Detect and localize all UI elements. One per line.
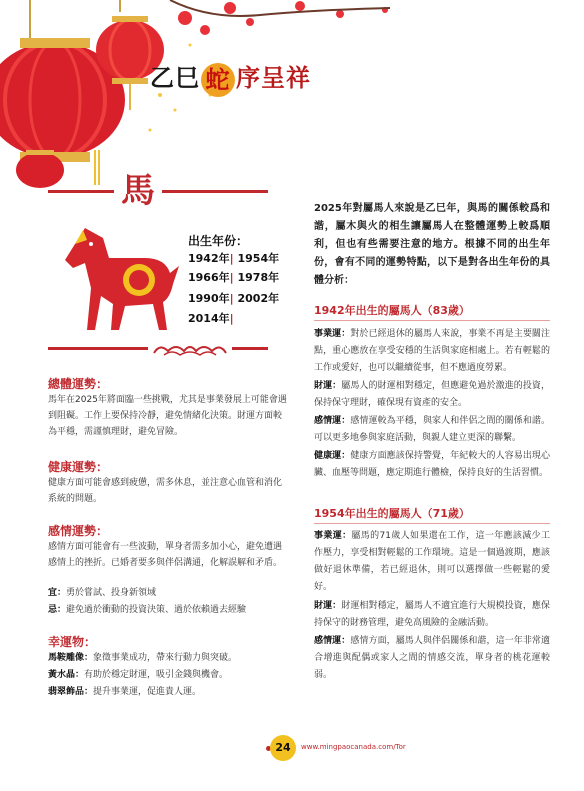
ji-line (48, 602, 288, 618)
para-text: 財運相對穩定，屬馬人不適宜進行大規模投資，應保持保守的財務管理，避免高風險的金融活動。 (314, 601, 550, 628)
section-heading-1954: 1954年出生的屬馬人（71歲） (314, 507, 470, 520)
year-separator: | (229, 271, 234, 284)
year-separator: | (229, 312, 234, 325)
title-part2: 序呈祥 (236, 63, 311, 92)
year-separator: | (229, 292, 234, 305)
section-1942-paragraph (314, 413, 550, 447)
love-text: 感情方面可能會有一些波動，單身者需多加小心，避免遭遇感情上的挫折。已婚者要多與伴侶溝通，化解誤解和矛盾。 (48, 542, 283, 568)
snake-badge: 蛇 (201, 63, 235, 97)
birth-years-row (188, 250, 279, 266)
ji-label: 忌： (48, 605, 67, 615)
intro-paragraph: 2025年對屬馬人來說是乙巳年，與馬的關係較爲和諧，屬木與火的相生讓屬馬人在整體運勢上較爲順利，但也有些需要注意的地方。根據不同的出生年份，會有不同的運勢特點，以下是對各出生年份的具體分析： (314, 203, 550, 286)
para-label: 財運： (314, 601, 342, 611)
health-heading: 健康運勢： (48, 460, 109, 474)
title-part1: 乙巳 (150, 63, 200, 92)
bottom-divider (48, 347, 148, 350)
para-text: 感情方面，屬馬人與伴侶關係和諧，這一年非常適合增進與配偶或家人之間的情感交流，單身者的桃花運較弱。 (314, 636, 550, 680)
section-1942-paragraph (314, 448, 550, 482)
page-number: 24 (270, 735, 296, 761)
para-label: 事業運： (314, 531, 352, 541)
lucky-item-text: 提升事業運，促進貴人運。 (93, 687, 202, 697)
top-divider (48, 190, 114, 193)
para-label: 感情運： (314, 636, 351, 646)
birth-years-row (188, 290, 279, 306)
lucky-item (48, 667, 288, 683)
birth-year: 1966年 (188, 271, 230, 284)
page-title (150, 58, 311, 97)
lucky-item (48, 684, 288, 700)
section-1942-paragraph (314, 378, 550, 412)
birth-year-title: 出生年份： (188, 234, 249, 248)
lucky-item (48, 650, 288, 666)
birth-year: 1942年 (188, 252, 230, 265)
lucky-item-text: 象徵事業成功，帶來行動力與突破。 (93, 653, 238, 663)
cloud-ornament-icon (150, 341, 230, 357)
para-label: 財運： (314, 381, 342, 391)
lucky-item-text: 有助於穩定財運，吸引金錢與機會。 (84, 670, 229, 680)
top-divider (162, 190, 268, 193)
health-text: 健康方面可能會感到疲憊，需多休息，並注意心血管和消化系統的問題。 (48, 478, 283, 504)
para-label: 事業運： (314, 329, 351, 339)
love-heading: 感情運勢： (48, 524, 109, 538)
horse-illustration (55, 218, 185, 338)
bottom-divider (232, 347, 268, 350)
website-url[interactable]: www.mingpaocanada.com/Tor (301, 743, 406, 751)
lucky-item-label: 馬鞍雕像： (48, 653, 94, 663)
yi-text: 勇於嘗試、投身新領域 (66, 588, 157, 598)
yi-line (48, 585, 288, 601)
section-1954-paragraph (314, 633, 550, 684)
section-underline (314, 523, 550, 524)
birth-year: 2014年 (188, 312, 230, 325)
yi-label: 宜： (48, 588, 67, 598)
para-text: 屬馬的71歲人如果還在工作，這一年應該減少工作壓力，享受相對輕鬆的工作環境。這是一個過渡期，應該做好退休準備，若已經退休，則可以選擇做一些輕鬆的愛好。 (314, 531, 550, 592)
overall-text: 馬年在2025年將面臨一些挑戰，尤其是事業發展上可能會遇到阻礙。工作上要保持冷靜，避免情緒化決策。財運方面較為平穩，需謹慎理財，避免冒險。 (48, 395, 287, 437)
lucky-item-label: 翡翠飾品： (48, 687, 94, 697)
para-label: 感情運： (314, 416, 351, 426)
overall-heading: 總體運勢： (48, 377, 109, 391)
section-heading-1942: 1942年出生的屬馬人（83歲） (314, 304, 470, 317)
birth-years-row (188, 269, 279, 285)
lucky-heading: 幸運物： (48, 635, 97, 649)
birth-year: 1954年 (237, 252, 280, 265)
year-separator: | (229, 252, 234, 265)
birth-year: 1990年 (188, 292, 230, 305)
para-text: 健康方面應該保持警覺，年紀較大的人容易出現心臟、血壓等問題，應定期進行體檢，保持良好的生活習慣。 (314, 451, 550, 478)
lucky-item-label: 黃水晶： (48, 670, 85, 680)
birth-year: 2002年 (237, 292, 280, 305)
birth-year: 1978年 (237, 271, 280, 284)
birth-years-row (188, 310, 234, 326)
ji-text: 避免過於衝動的投資決策、過於依賴過去經驗 (66, 605, 247, 615)
section-1954-paragraph (314, 528, 550, 596)
para-text: 感情運較為平穩，與家人和伴侶之間的關係和諧。可以更多地參與家庭活動，與親人建立更深的聯繫。 (314, 416, 550, 443)
section-1954-paragraph (314, 598, 550, 632)
horse-seal: 馬 (121, 171, 155, 211)
section-1942-paragraph (314, 326, 550, 377)
para-text: 對於已經退休的屬馬人來說，事業不再是主要關注點，重心應放在享受安穩的生活與家庭相處上。若有輕鬆的工作或愛好，也可以繼續從事，但不應過度勞累。 (314, 329, 550, 373)
para-text: 屬馬人的財運相對穩定，但應避免過於激進的投資，保持保守理財，確保現有資產的安全。 (314, 381, 550, 408)
para-label: 健康運： (314, 451, 351, 461)
section-underline (314, 320, 550, 321)
